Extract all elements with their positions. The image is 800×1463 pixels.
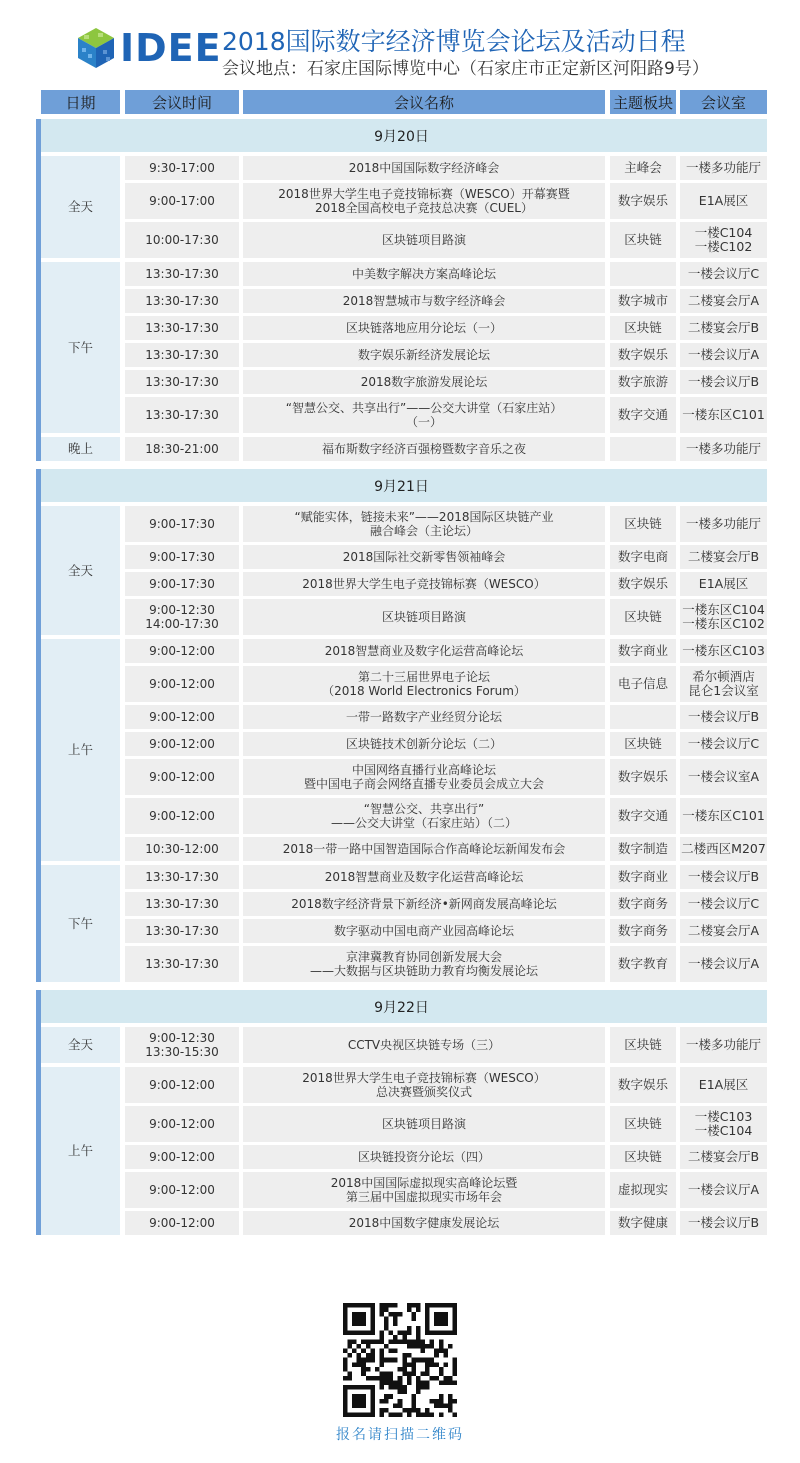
room-line: 一楼会议厅A xyxy=(687,1182,760,1197)
session-name-line: 2018智慧商业及数字化运营高峰论坛 xyxy=(324,870,524,884)
session-name-line: 2018智慧城市与数字经济峰会 xyxy=(342,294,506,308)
time-line: 9:00-12:00 xyxy=(149,644,215,658)
time-cell xyxy=(125,865,239,889)
theme-cell: 主峰会 xyxy=(610,156,676,180)
period-cell: 晚上 xyxy=(41,437,120,461)
qr-caption: 报名请扫描二维码 xyxy=(336,1427,464,1443)
room-line: 一楼会议厅C xyxy=(687,896,760,911)
room-line: 一楼会议厅A xyxy=(687,956,760,971)
session-name-cell xyxy=(243,343,605,367)
theme-cell: 区块链 xyxy=(610,732,676,756)
column-header-name: 会议名称 xyxy=(243,90,605,114)
session-name-line: ——大数据与区块链助力教育均衡发展论坛 xyxy=(309,964,538,978)
theme-cell: 数字娱乐 xyxy=(610,343,676,367)
theme-cell: 数字健康 xyxy=(610,1211,676,1235)
room-line: 一楼东区C102 xyxy=(682,616,765,631)
time-line: 9:00-12:00 xyxy=(149,737,215,751)
time-cell xyxy=(125,262,239,286)
time-cell xyxy=(125,1211,239,1235)
period-cell: 下午 xyxy=(41,865,120,982)
room-line: 一楼会议厅C xyxy=(687,266,760,281)
room-cell xyxy=(680,639,767,663)
time-cell xyxy=(125,156,239,180)
time-line: 10:00-17:30 xyxy=(145,233,219,247)
time-line: 13:30-17:30 xyxy=(145,294,219,308)
room-cell xyxy=(680,1106,767,1142)
session-name-line: 2018数字旅游发展论坛 xyxy=(360,375,488,389)
time-line: 10:30-12:00 xyxy=(145,842,219,856)
room-line: 一楼C103 xyxy=(694,1109,753,1124)
room-line: 二楼宴会厅B xyxy=(687,1149,760,1164)
page-title: 2018国际数字经济博览会论坛及活动日程 xyxy=(222,27,686,56)
room-line: 二楼宴会厅B xyxy=(687,549,760,564)
theme-cell: 数字旅游 xyxy=(610,370,676,394)
session-name-line: 区块链项目路演 xyxy=(381,610,466,624)
session-name-line: 数字驱动中国电商产业园高峰论坛 xyxy=(333,924,514,938)
room-cell xyxy=(680,545,767,569)
session-name-cell xyxy=(243,316,605,340)
time-line: 9:30-17:00 xyxy=(149,161,215,175)
room-cell xyxy=(680,892,767,916)
session-name-line: 2018中国数字健康发展论坛 xyxy=(348,1216,500,1230)
idee-logo xyxy=(76,26,222,70)
session-name-cell xyxy=(243,732,605,756)
time-line: 9:00-12:00 xyxy=(149,770,215,784)
time-cell xyxy=(125,639,239,663)
venue-text: 会议地点：石家庄国际博览中心（石家庄市正定新区河阳路9号） xyxy=(222,59,709,79)
time-line: 9:00-12:00 xyxy=(149,1117,215,1131)
session-name-cell xyxy=(243,919,605,943)
session-name-cell xyxy=(243,289,605,313)
room-line: 二楼宴会厅A xyxy=(687,923,760,938)
time-cell xyxy=(125,572,239,596)
room-cell xyxy=(680,798,767,834)
room-line: 一楼东区C101 xyxy=(682,808,765,823)
theme-cell: 虚拟现实 xyxy=(610,1172,676,1208)
room-line: 一楼C102 xyxy=(694,239,753,254)
room-cell xyxy=(680,666,767,702)
theme-cell: 数字娱乐 xyxy=(610,1067,676,1103)
time-line: 9:00-17:00 xyxy=(149,194,215,208)
period-cell: 上午 xyxy=(41,639,120,861)
session-name-cell xyxy=(243,370,605,394)
time-line: 9:00-12:30 xyxy=(149,603,215,617)
session-name-cell xyxy=(243,437,605,461)
theme-cell: 数字商业 xyxy=(610,865,676,889)
time-cell xyxy=(125,1172,239,1208)
room-cell xyxy=(680,946,767,982)
time-cell xyxy=(125,892,239,916)
time-cell xyxy=(125,506,239,542)
time-line: 13:30-17:30 xyxy=(145,957,219,971)
time-cell xyxy=(125,732,239,756)
room-line: 二楼西区M207 xyxy=(681,841,766,856)
time-line: 13:30-17:30 xyxy=(145,924,219,938)
room-cell xyxy=(680,1027,767,1063)
room-cell xyxy=(680,437,767,461)
session-name-line: 京津冀教育协同创新发展大会 xyxy=(345,950,502,964)
session-name-line: 2018数字经济背景下新经济•新网商发展高峰论坛 xyxy=(291,897,557,911)
room-cell xyxy=(680,919,767,943)
theme-cell: 数字娱乐 xyxy=(610,183,676,219)
session-name-line: 融合峰会（主论坛） xyxy=(369,524,478,538)
session-name-line: ——公交大讲堂（石家庄站）（二） xyxy=(330,816,517,830)
time-cell xyxy=(125,545,239,569)
period-cell: 全天 xyxy=(41,506,120,635)
session-name-line: 第二十三届世界电子论坛 xyxy=(357,670,490,684)
session-name-cell xyxy=(243,705,605,729)
time-cell xyxy=(125,599,239,635)
time-line: 9:00-12:00 xyxy=(149,1216,215,1230)
theme-cell: 数字商务 xyxy=(610,919,676,943)
room-cell xyxy=(680,572,767,596)
session-name-line: 中国网络直播行业高峰论坛 xyxy=(351,763,496,777)
session-name-line: “赋能实体，链接未来”——2018国际区块链产业 xyxy=(294,510,554,524)
room-line: 一楼多功能厅 xyxy=(685,441,761,456)
session-name-line: 区块链落地应用分论坛（一） xyxy=(345,321,502,335)
time-cell xyxy=(125,1027,239,1063)
room-line: 一楼C104 xyxy=(694,225,753,240)
room-line: 一楼多功能厅 xyxy=(685,1037,761,1052)
session-name-cell xyxy=(243,1172,605,1208)
period-cell: 上午 xyxy=(41,1067,120,1235)
time-cell xyxy=(125,705,239,729)
room-line: 二楼宴会厅A xyxy=(687,293,760,308)
room-cell xyxy=(680,262,767,286)
session-name-line: 中美数字解决方案高峰论坛 xyxy=(351,267,496,281)
day-rail xyxy=(36,469,41,982)
session-name-cell xyxy=(243,397,605,433)
theme-cell: 数字交通 xyxy=(610,397,676,433)
date-band: 9月21日 xyxy=(36,469,767,502)
time-cell xyxy=(125,316,239,340)
cube-logo-icon xyxy=(76,26,116,70)
time-line: 13:30-17:30 xyxy=(145,348,219,362)
time-line: 9:00-17:30 xyxy=(149,517,215,531)
period-cell: 全天 xyxy=(41,156,120,258)
time-cell xyxy=(125,837,239,861)
theme-cell: 数字娱乐 xyxy=(610,572,676,596)
room-line: 一楼会议室A xyxy=(687,769,760,784)
room-cell xyxy=(680,732,767,756)
time-cell xyxy=(125,183,239,219)
session-name-cell xyxy=(243,262,605,286)
room-cell xyxy=(680,506,767,542)
room-cell xyxy=(680,705,767,729)
room-cell xyxy=(680,1145,767,1169)
room-line: 昆仑1会议室 xyxy=(688,683,759,698)
room-line: 一楼会议厅A xyxy=(687,347,760,362)
session-name-line: 区块链投资分论坛（四） xyxy=(357,1150,490,1164)
time-line: 13:30-17:30 xyxy=(145,267,219,281)
theme-cell: 区块链 xyxy=(610,316,676,340)
time-line: 9:00-12:00 xyxy=(149,710,215,724)
time-line: 13:30-17:30 xyxy=(145,375,219,389)
session-name-line: 第三届中国虚拟现实市场年会 xyxy=(345,1190,502,1204)
session-name-cell xyxy=(243,1067,605,1103)
theme-cell: 数字交通 xyxy=(610,798,676,834)
session-name-line: 2018世界大学生电子竞技锦标赛（WESCO） xyxy=(302,577,546,591)
room-cell xyxy=(680,837,767,861)
room-line: 一楼多功能厅 xyxy=(685,160,761,175)
time-line: 9:00-12:00 xyxy=(149,677,215,691)
session-name-line: 暨中国电子商会网络直播专业委员会成立大会 xyxy=(303,777,544,791)
room-cell xyxy=(680,1211,767,1235)
time-line: 18:30-21:00 xyxy=(145,442,219,456)
session-name-cell xyxy=(243,183,605,219)
column-header-time: 会议时间 xyxy=(125,90,239,114)
session-name-line: 福布斯数字经济百强榜暨数字音乐之夜 xyxy=(321,442,526,456)
room-line: 希尔顿酒店 xyxy=(692,669,755,684)
room-cell xyxy=(680,343,767,367)
room-cell xyxy=(680,222,767,258)
theme-cell: 数字娱乐 xyxy=(610,759,676,795)
period-cell: 全天 xyxy=(41,1027,120,1063)
theme-cell: 区块链 xyxy=(610,1106,676,1142)
session-name-line: 2018中国国际虚拟现实高峰论坛暨 xyxy=(330,1176,518,1190)
time-cell xyxy=(125,370,239,394)
time-cell xyxy=(125,437,239,461)
session-name-line: 区块链项目路演 xyxy=(381,233,466,247)
time-line: 13:30-17:30 xyxy=(145,321,219,335)
theme-cell: 区块链 xyxy=(610,599,676,635)
room-line: 一楼会议厅C xyxy=(687,736,760,751)
theme-cell xyxy=(610,262,676,286)
theme-cell: 电子信息 xyxy=(610,666,676,702)
theme-cell: 区块链 xyxy=(610,222,676,258)
session-name-cell xyxy=(243,892,605,916)
room-line: E1A展区 xyxy=(698,1077,749,1092)
column-header-theme: 主题板块 xyxy=(610,90,676,114)
session-name-cell xyxy=(243,759,605,795)
theme-cell: 数字商业 xyxy=(610,639,676,663)
time-cell xyxy=(125,759,239,795)
room-line: E1A展区 xyxy=(698,193,749,208)
date-band: 9月22日 xyxy=(36,990,767,1023)
date-band: 9月20日 xyxy=(36,119,767,152)
time-cell xyxy=(125,397,239,433)
room-line: E1A展区 xyxy=(698,576,749,591)
room-line: 一楼会议厅B xyxy=(687,374,760,389)
room-line: 一楼多功能厅 xyxy=(685,516,761,531)
room-cell xyxy=(680,183,767,219)
time-cell xyxy=(125,946,239,982)
time-line: 9:00-12:00 xyxy=(149,1183,215,1197)
column-header-room: 会议室 xyxy=(680,90,767,114)
time-line: 13:30-17:30 xyxy=(145,870,219,884)
time-line: 9:00-12:30 xyxy=(149,1031,215,1045)
session-name-line: 数字娱乐新经济发展论坛 xyxy=(357,348,490,362)
column-header-date: 日期 xyxy=(41,90,120,114)
room-cell xyxy=(680,759,767,795)
room-line: 一楼会议厅B xyxy=(687,1215,760,1230)
room-cell xyxy=(680,397,767,433)
session-name-line: 总决赛暨颁奖仪式 xyxy=(375,1085,472,1099)
session-name-cell xyxy=(243,506,605,542)
session-name-cell xyxy=(243,1145,605,1169)
theme-cell: 区块链 xyxy=(610,506,676,542)
logo-text: IDEE xyxy=(120,26,222,70)
session-name-line: CCTV央视区块链专场（三） xyxy=(347,1038,501,1052)
session-name-cell xyxy=(243,156,605,180)
time-cell xyxy=(125,666,239,702)
room-cell xyxy=(680,1067,767,1103)
room-cell xyxy=(680,865,767,889)
room-cell xyxy=(680,370,767,394)
time-cell xyxy=(125,289,239,313)
time-line: 13:30-15:30 xyxy=(145,1045,219,1059)
time-cell xyxy=(125,343,239,367)
session-name-cell xyxy=(243,222,605,258)
time-cell xyxy=(125,919,239,943)
theme-cell: 区块链 xyxy=(610,1145,676,1169)
session-name-cell xyxy=(243,865,605,889)
theme-cell: 数字商务 xyxy=(610,892,676,916)
room-line: 一楼会议厅B xyxy=(687,709,760,724)
session-name-line: 区块链技术创新分论坛（二） xyxy=(345,737,502,751)
time-line: 9:00-12:00 xyxy=(149,1150,215,1164)
session-name-cell xyxy=(243,545,605,569)
time-cell xyxy=(125,222,239,258)
session-name-cell xyxy=(243,946,605,982)
room-line: 一楼会议厅B xyxy=(687,869,760,884)
session-name-line: 2018智慧商业及数字化运营高峰论坛 xyxy=(324,644,524,658)
session-name-cell xyxy=(243,599,605,635)
room-cell xyxy=(680,156,767,180)
session-name-cell xyxy=(243,639,605,663)
session-name-line: 一带一路数字产业经贸分论坛 xyxy=(345,710,502,724)
page-header xyxy=(0,0,800,88)
time-line: 9:00-12:00 xyxy=(149,1078,215,1092)
theme-cell: 区块链 xyxy=(610,1027,676,1063)
time-line: 13:30-17:30 xyxy=(145,897,219,911)
session-name-line: （一） xyxy=(405,415,442,429)
session-name-line: （2018 World Electronics Forum） xyxy=(322,684,526,698)
session-name-cell xyxy=(243,837,605,861)
session-name-line: 2018一带一路中国智造国际合作高峰论坛新闻发布会 xyxy=(282,842,566,856)
theme-cell: 数字电商 xyxy=(610,545,676,569)
period-cell: 下午 xyxy=(41,262,120,433)
time-cell xyxy=(125,1145,239,1169)
theme-cell: 数字制造 xyxy=(610,837,676,861)
time-cell xyxy=(125,1067,239,1103)
session-name-cell xyxy=(243,572,605,596)
session-name-line: 2018世界大学生电子竞技锦标赛（WESCO）开幕赛暨 xyxy=(278,187,570,201)
session-name-cell xyxy=(243,798,605,834)
session-name-line: 2018世界大学生电子竞技锦标赛（WESCO） xyxy=(302,1071,546,1085)
session-name-line: 区块链项目路演 xyxy=(381,1117,466,1131)
room-cell xyxy=(680,599,767,635)
room-line: 一楼东区C104 xyxy=(682,602,765,617)
time-line: 9:00-17:30 xyxy=(149,550,215,564)
theme-cell xyxy=(610,437,676,461)
time-line: 9:00-17:30 xyxy=(149,577,215,591)
qr-code-icon[interactable] xyxy=(343,1303,457,1417)
session-name-cell xyxy=(243,1211,605,1235)
session-name-line: 2018全国高校电子竞技总决赛（CUEL） xyxy=(315,201,533,215)
session-name-cell xyxy=(243,1027,605,1063)
session-name-cell xyxy=(243,666,605,702)
session-name-line: “智慧公交、共享出行” xyxy=(363,802,485,816)
time-cell xyxy=(125,1106,239,1142)
theme-cell: 数字城市 xyxy=(610,289,676,313)
time-line: 9:00-12:00 xyxy=(149,809,215,823)
room-line: 一楼东区C101 xyxy=(682,407,765,422)
session-name-line: “智慧公交、共享出行”——公交大讲堂（石家庄站） xyxy=(285,401,563,415)
session-name-cell xyxy=(243,1106,605,1142)
time-line: 14:00-17:30 xyxy=(145,617,219,631)
day-rail xyxy=(36,119,41,461)
room-cell xyxy=(680,289,767,313)
room-cell xyxy=(680,316,767,340)
time-cell xyxy=(125,798,239,834)
session-name-line: 2018国际社交新零售领袖峰会 xyxy=(342,550,506,564)
session-name-line: 2018中国国际数字经济峰会 xyxy=(348,161,500,175)
room-line: 二楼宴会厅B xyxy=(687,320,760,335)
room-line: 一楼C104 xyxy=(694,1123,753,1138)
time-line: 13:30-17:30 xyxy=(145,408,219,422)
room-line: 一楼东区C103 xyxy=(682,643,765,658)
room-cell xyxy=(680,1172,767,1208)
theme-cell: 数字教育 xyxy=(610,946,676,982)
day-rail xyxy=(36,990,41,1235)
theme-cell xyxy=(610,705,676,729)
